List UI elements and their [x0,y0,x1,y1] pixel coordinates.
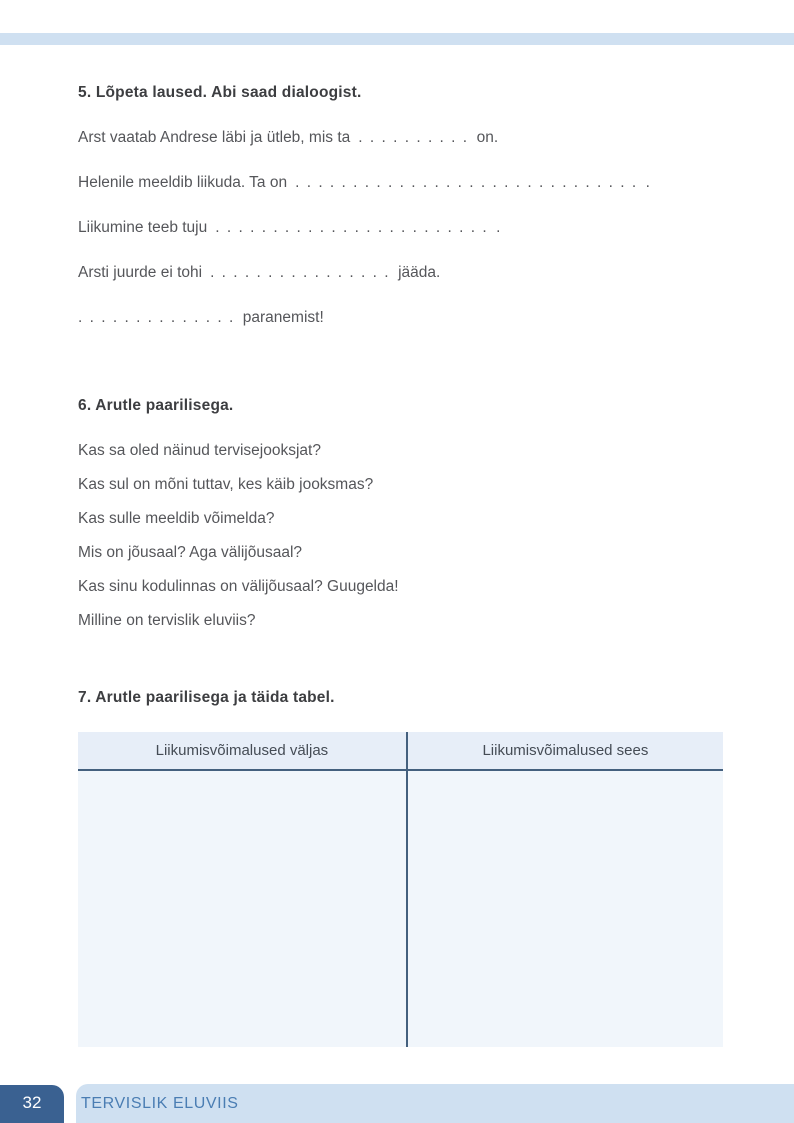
sentence-suffix: . [645,174,650,191]
discussion-question: Kas sa oled näinud tervisejooksjat? [78,442,321,459]
discussion-question: Kas sul on mõni tuttav, kes käib jooksmas? [78,476,374,493]
fill-in-table [78,732,723,1047]
table-header-row [78,732,723,770]
exercise5-heading: 5. Lõpeta laused. Abi saad dialoogist. [78,84,362,101]
fill-in-sentence [78,175,720,191]
fill-in-sentence [78,130,720,146]
dotted-blank: . . . . . . . . . . . . . . . . . . . . . . . . [215,219,489,236]
sentence-suffix: paranemist! [242,309,324,326]
chapter-title: TERVISLIK ELUVIIS [81,1094,239,1112]
table-empty-cell [78,770,407,1047]
table-header-cell: Liikumisvõimalused väljas [78,732,407,770]
fill-in-sentence [78,265,720,281]
top-accent-bar [0,33,794,45]
sentence-prefix: Arsti juurde ei tohi [78,264,203,281]
discussion-question: Mis on jõusaal? Aga välijõusaal? [78,544,303,561]
sentence-prefix: Helenile meeldib liikuda. Ta on [78,174,288,191]
dotted-blank: . . . . . . . . . . . . . . [78,309,235,326]
discussion-question: Kas sinu kodulinnas on välijõusaal? Guugelda! [78,578,399,595]
dotted-blank: . . . . . . . . . . [358,129,469,146]
fill-in-sentence [78,310,720,326]
table-empty-cell [407,770,723,1047]
chapter-title-bar [76,1084,794,1123]
sentence-suffix: on. [476,129,499,146]
dotted-blank: . . . . . . . . . . . . . . . . . . . . . . . . . . . . . . [295,174,638,191]
table-header-cell: Liikumisvõimalused sees [407,732,723,770]
discussion-question: Milline on tervislik eluviis? [78,612,256,629]
discussion-question: Kas sulle meeldib võimelda? [78,510,275,527]
dotted-blank: . . . . . . . . . . . . . . . . [210,264,391,281]
sentence-prefix: Arst vaatab Andrese läbi ja ütleb, mis ta [78,129,351,146]
page-content [78,85,720,1047]
exercise6-heading: 6. Arutle paarilisega. [78,397,234,414]
fill-in-sentence [78,220,720,236]
table-row [78,770,723,1047]
sentence-suffix: jääda. [398,264,441,281]
exercise7-heading: 7. Arutle paarilisega ja täida tabel. [78,689,335,706]
page-number-badge: 32 [0,1085,64,1123]
sentence-suffix: . [496,219,501,236]
sentence-prefix: Liikumine teeb tuju [78,219,208,236]
